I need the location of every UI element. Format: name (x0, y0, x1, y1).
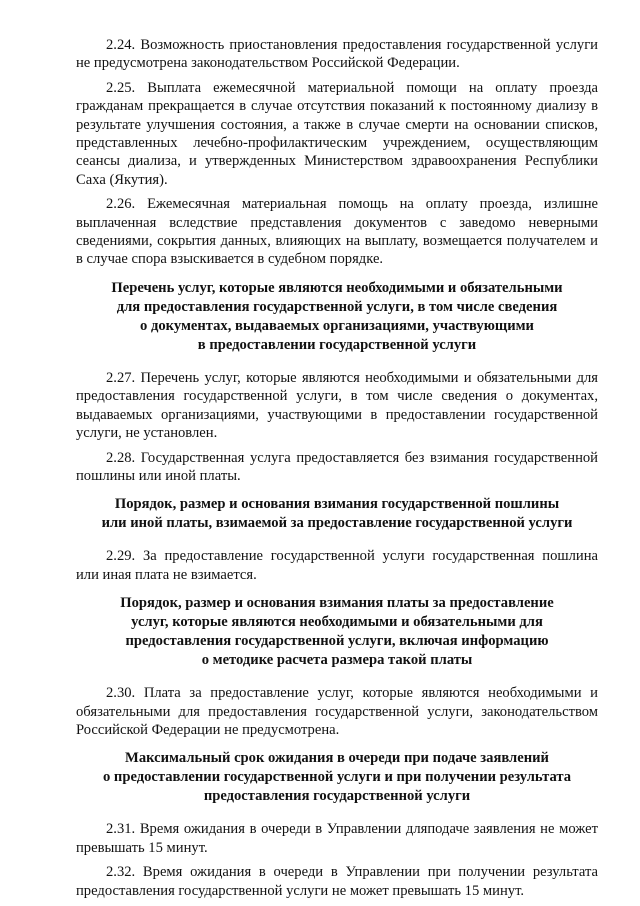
paragraph-2-32: 2.32. Время ожидания в очереди в Управлении при получении результата предоставления государственной услуги не может превышать 15 минут. (76, 864, 598, 899)
section-heading-service-fee (76, 594, 598, 670)
heading-line: или иной платы, взимаемой за предоставление государственной услуги (101, 515, 573, 532)
heading-line: Максимальный срок ожидания в очереди при подаче заявлений (125, 750, 549, 767)
section-heading-services-list (76, 279, 598, 355)
heading-line: для предоставления государственной услуги, в том числе сведения (116, 298, 558, 315)
document-page (76, 36, 598, 906)
heading-line: о предоставлении государственной услуги и при получении результата (102, 769, 572, 786)
heading-line: услуг, которые являются необходимыми и обязательными для (131, 614, 543, 631)
paragraph-2-24: 2.24. Возможность приостановления предоставления государственной услуги не предусмотрена законодательством Российской Федерации. (76, 37, 598, 72)
paragraph-2-28: 2.28. Государственная услуга предоставляется без взимания государственной пошлины или иной платы. (76, 449, 598, 484)
paragraph-2-27: 2.27. Перечень услуг, которые являются необходимыми и обязательными для предоставления государственной услуги, в том числе сведения о документах, выдаваемых организациями, участвующими в предоставлении государственной услуги, не установлен. (76, 369, 598, 442)
heading-line: в предоставлении государственной услуги (197, 336, 477, 353)
heading-line: Порядок, размер и основания взимания платы за предоставление (120, 595, 554, 612)
section-heading-state-fee (76, 495, 598, 533)
heading-line: предоставления государственной услуги (203, 788, 471, 805)
paragraph-2-25: 2.25. Выплата ежемесячной материальной помощи на оплату проезда гражданам прекращается в случае отсутствия показаний к постоянному диализу в результате улучшения состояния, а также в случае смерти на основании списков, представленных лечебно-профилактическим учреждением, осуществляющим сеансы диализа, и утвержденных Министерством здравоохранения Республики Саха (Якутия). (76, 79, 598, 188)
heading-line: о методике расчета размера такой платы (201, 652, 473, 669)
paragraph-2-29: 2.29. За предоставление государственной услуги государственная пошлина или иная плата не взимается. (76, 548, 598, 583)
heading-line: о документах, выдаваемых организациями, участвующими (140, 317, 534, 334)
section-heading-waiting-time (76, 749, 598, 806)
heading-line: предоставления государственной услуги, включая информацию (125, 633, 549, 650)
paragraph-2-31: 2.31. Время ожидания в очереди в Управлении дляподаче заявления не может превышать 15 минут. (76, 821, 598, 856)
heading-line: Порядок, размер и основания взимания государственной пошлины (114, 496, 560, 513)
heading-line: Перечень услуг, которые являются необходимыми и обязательными (111, 279, 563, 296)
paragraph-2-30: 2.30. Плата за предоставление услуг, которые являются необходимыми и обязательными для предоставления государственной услуги, законодательством Российской Федерации не предусмотрена. (76, 685, 598, 738)
paragraph-2-26: 2.26. Ежемесячная материальная помощь на оплату проезда, излишне выплаченная вследствие представления документов с заведомо неверными сведениями, сокрытия данных, влияющих на выплату, возмещается получателем и в случае спора взыскивается в судебном порядке. (76, 196, 598, 268)
